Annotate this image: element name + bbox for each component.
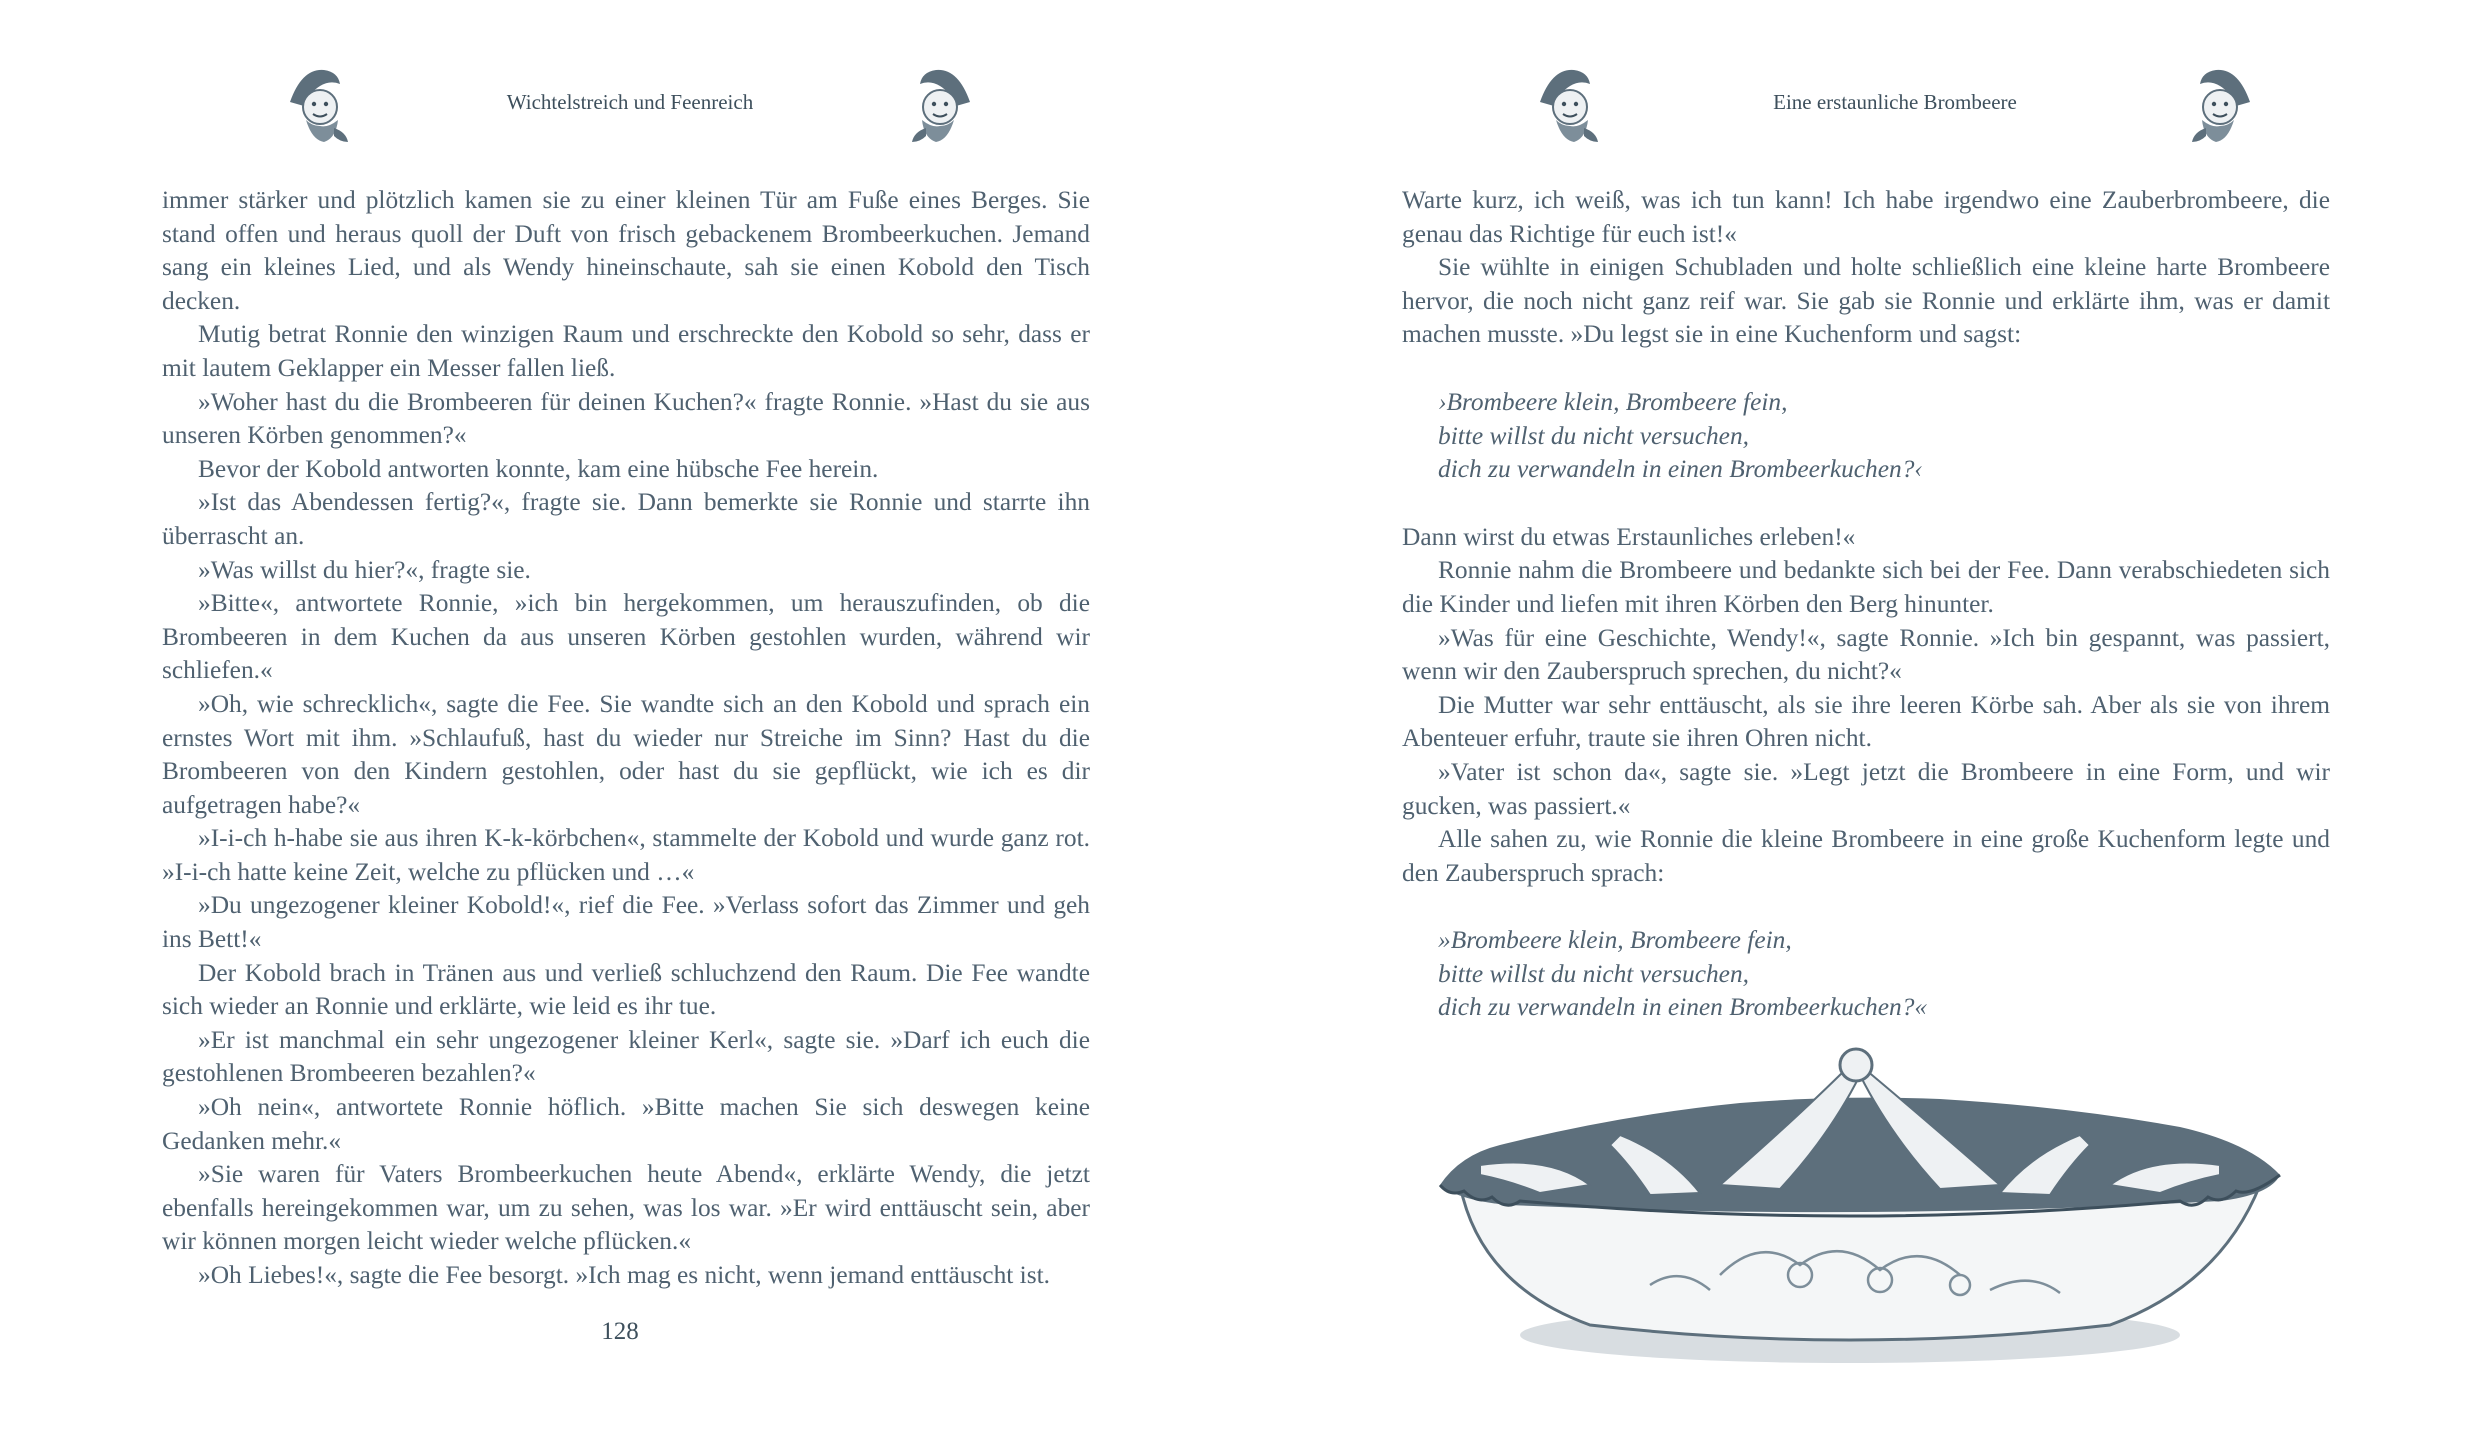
running-header: [280, 62, 980, 152]
paragraph: »Oh Liebes!«, sagte die Fee besorgt. »Ich mag es nicht, wenn jemand enttäuscht ist.: [198, 1261, 1051, 1289]
paragraph: »I-i-ch h-habe sie aus ihren K-k-körbchen«, stammelte der Kobold und wurde ganz rot. »I-i-ch hatte keine Zeit, welche zu pflücken und …«: [162, 824, 1090, 886]
verse-line: bitte willst du nicht versuchen,: [1438, 421, 1749, 450]
paragraph: Ronnie nahm die Brombeere und bedankte sich bei der Fee. Dann verabschiedeten sich die Kinder und liefen mit ihren Körben den Berg hinunter.: [1402, 556, 2330, 618]
gnome-head-icon: [2184, 62, 2260, 146]
verse: [1438, 924, 2330, 1025]
blackberry-pie-illustration: [1420, 1035, 2310, 1385]
running-header-title: Wichtelstreich und Feenreich: [506, 90, 754, 114]
verse-line: »Brombeere klein, Brombeere fein,: [1438, 926, 1792, 955]
verse-line: bitte willst du nicht versuchen,: [1438, 959, 1749, 988]
page-number: 128: [601, 1318, 639, 1345]
verse-line: dich zu verwandeln in einen Brombeerkuchen?‹: [1438, 455, 1923, 484]
body-text: [1402, 184, 2330, 1059]
paragraph: »Oh, wie schrecklich«, sagte die Fee. Sie wandte sich an den Kobold und sprach ein ernstes Wort mit ihm. »Schlaufuß, hast du wieder nur Streiche im Sinn? Hast du die Brombeeren von den Kindern gestohlen, oder hast du sie gepflückt, wie ich es dir aufgetragen habe?«: [162, 689, 1090, 819]
paragraph: »Was für eine Geschichte, Wendy!«, sagte Ronnie. »Ich bin gespannt, was passiert, wenn wir den Zauberspruch sprechen, du nicht?«: [1402, 623, 2330, 686]
body-text: [162, 184, 1090, 1293]
verse-line: ›Brombeere klein, Brombeere fein,: [1438, 387, 1788, 416]
verse-line: dich zu verwandeln in einen Brombeerkuchen?«: [1438, 993, 1928, 1022]
paragraph: »Oh nein«, antwortete Ronnie höflich. »Bitte machen Sie sich deswegen keine Gedanken mehr.«: [162, 1093, 1090, 1155]
paragraph: Sie wühlte in einigen Schubladen und holte schließlich eine kleine harte Brombeere hervor, die noch nicht ganz reif war. Sie gab sie Ronnie und erklärte ihm, was er damit machen musste. »Du legst sie in eine Kuchenform und sagst:: [1402, 253, 2330, 349]
paragraph: »Was willst du hier?«, fragte sie.: [198, 555, 531, 584]
paragraph: Die Mutter war sehr enttäuscht, als sie ihre leeren Körbe sah. Aber als sie von ihrem Abenteuer erfuhr, traute sie ihren Ohren nicht.: [1402, 690, 2330, 753]
paragraph: »Bitte«, antwortete Ronnie, »ich bin hergekommen, um herauszufinden, ob die Brombeeren in dem Kuchen da aus unseren Körben gestohlen wurden, während wir schliefen.«: [162, 589, 1090, 685]
right-page: [1240, 0, 2480, 1447]
running-header: [1530, 62, 2260, 152]
paragraph: Mutig betrat Ronnie den winzigen Raum und erschreckte den Kobold so sehr, dass er mit lautem Geklapper ein Messer fallen ließ.: [162, 320, 1090, 382]
paragraph: »Sie waren für Vaters Brombeerkuchen heute Abend«, erklärte Wendy, die jetzt ebenfalls hereingekommen war, um zu sehen, was los war. »Er wird enttäuscht sein, aber wir können morgen leicht wieder welche pflücken.«: [162, 1160, 1090, 1256]
paragraph: immer stärker und plötzlich kamen sie zu einer kleinen Tür am Fuße eines Berges. Sie stand offen und heraus quoll der Duft von frisch gebackenem Brombeerkuchen. Jemand sang ein kleines Lied, und als Wendy hineinschaute, sah sie einen Kobold den Tisch decken.: [162, 186, 1090, 315]
gnome-head-icon: [904, 62, 980, 146]
paragraph: Alle sahen zu, wie Ronnie die kleine Brombeere in eine große Kuchenform legte und den Zauberspruch sprach:: [1402, 825, 2330, 887]
paragraph: Dann wirst du etwas Erstaunliches erleben!«: [1402, 522, 1856, 551]
paragraph: Warte kurz, ich weiß, was ich tun kann! Ich habe irgendwo eine Zauberbrombeere, die genau das Richtige für euch ist!«: [1402, 186, 2330, 248]
paragraph: »Er ist manchmal ein sehr ungezogener kleiner Kerl«, sagte sie. »Darf ich euch die gestohlenen Brombeeren bezahlen?«: [162, 1025, 1090, 1088]
paragraph: »Ist das Abendessen fertig?«, fragte sie. Dann bemerkte sie Ronnie und starrte ihn überrascht an.: [162, 488, 1090, 550]
paragraph: »Du ungezogener kleiner Kobold!«, rief die Fee. »Verlass sofort das Zimmer und geh ins Bett!«: [162, 891, 1090, 954]
running-header-title: Eine erstaunliche Brombeere: [1773, 90, 2017, 114]
paragraph: Bevor der Kobold antworten konnte, kam eine hübsche Fee herein.: [198, 454, 879, 483]
paragraph: »Woher hast du die Brombeeren für deinen Kuchen?« fragte Ronnie. »Hast du sie aus unseren Körben genommen?«: [162, 387, 1090, 450]
paragraph: Der Kobold brach in Tränen aus und verließ schluchzend den Raum. Die Fee wandte sich wieder an Ronnie und erklärte, wie leid es ihr tue.: [162, 958, 1090, 1021]
paragraph: »Vater ist schon da«, sagte sie. »Legt jetzt die Brombeere in eine Form, und wir gucken, was passiert.«: [1402, 757, 2330, 820]
verse: [1438, 386, 2330, 487]
